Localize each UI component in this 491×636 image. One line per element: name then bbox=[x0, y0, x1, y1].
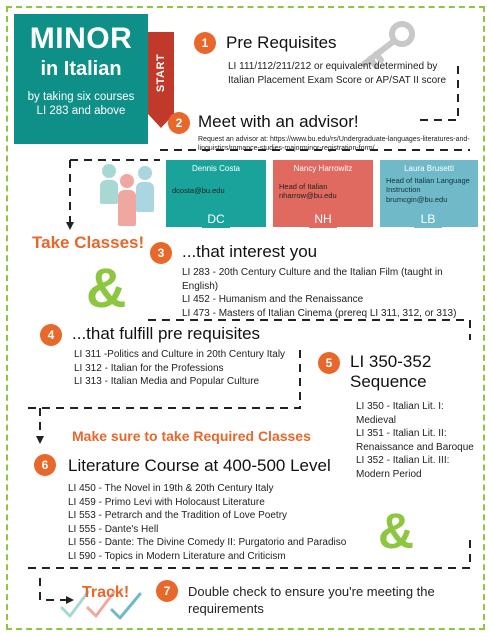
title-italian: in Italian bbox=[40, 58, 122, 80]
take-classes-heading: Take Classes! bbox=[32, 233, 145, 252]
step-4-number: 4 bbox=[40, 324, 62, 346]
step-4-course-list bbox=[74, 348, 314, 389]
step-2-heading: Meet with an advisor! bbox=[198, 112, 359, 131]
title-description: by taking six courses LI 283 and above bbox=[27, 91, 135, 117]
course-item: LI 351 - Italian Lit. II: Renaissance and Baroque bbox=[356, 428, 474, 453]
step-1-number: 1 bbox=[194, 32, 216, 54]
course-item: LI 459 - Primo Levi with Holocaust Literature bbox=[68, 496, 265, 508]
step-7-heading: Double check to ensure you're meeting the requirements bbox=[188, 584, 435, 616]
step-6-heading: Literature Course at 400-500 Level bbox=[68, 456, 331, 475]
course-item: LI 590 - Topics in Modern Literature and Criticism bbox=[68, 550, 286, 562]
course-item: LI 352 - Italian Lit. III: Modern Period bbox=[356, 455, 450, 480]
title-box bbox=[14, 14, 148, 144]
step-2-number: 2 bbox=[168, 112, 190, 134]
step-1-text: LI 111/112/211/212 or equivalent determined by Italian Placement Exam Score or AP/SAT II score bbox=[228, 61, 447, 86]
advisor-email[interactable]: brumcgin@bu.edu bbox=[386, 194, 448, 204]
step-3-heading: ...that interest you bbox=[182, 242, 318, 261]
advisor-email[interactable]: dcosta@bu.edu bbox=[172, 185, 225, 195]
track-heading: Track! bbox=[82, 584, 130, 601]
advisor-initials-dc: DC bbox=[202, 210, 230, 228]
step-5-number: 5 bbox=[318, 352, 340, 374]
course-item: LI 283 - 20th Century Culture and the Italian Film (taught in English) bbox=[182, 267, 443, 292]
course-item: LI 553 - Petrarch and the Tradition of Love Poetry bbox=[68, 510, 288, 521]
course-item: LI 452 - Humanism and the Renaissance bbox=[182, 294, 364, 305]
advisor-request-link[interactable]: Request an advisor at: https://www.bu.edu/rs/Undergraduate-languages-literatures-and-linguistics/romance-studies-majorminor-registration-form/ bbox=[198, 136, 470, 152]
ampersand-decoration: & bbox=[86, 256, 127, 319]
ampersand-decoration: & bbox=[378, 503, 415, 559]
step-5-course-list bbox=[356, 400, 476, 481]
advisor-initials-nh: NH bbox=[309, 210, 337, 228]
advisor-role: Head of Italian Language Instruction bbox=[386, 175, 470, 194]
course-item: LI 313 - Italian Media and Popular Culture bbox=[74, 376, 260, 387]
people-icon bbox=[100, 160, 160, 230]
step-7-number: 7 bbox=[156, 580, 178, 602]
step-3-course-list bbox=[182, 266, 472, 320]
step-4-heading: ...that fulfill pre requisites bbox=[72, 324, 261, 343]
course-item: LI 555 - Dante's Hell bbox=[68, 523, 159, 535]
course-item: LI 556 - Dante: The Divine Comedy II: Purgatorio and Paradiso bbox=[68, 537, 347, 548]
step-5-heading: LI 350-352 Sequence bbox=[350, 352, 432, 391]
advisor-name: Dennis Costa bbox=[191, 164, 241, 173]
title-minor: MINOR bbox=[29, 22, 133, 55]
course-item: LI 350 - Italian Lit. I: Medieval bbox=[356, 401, 444, 426]
step-1-heading: Pre Requisites bbox=[226, 33, 337, 52]
course-item: LI 450 - The Novel in 19th & 20th Century Italy bbox=[68, 483, 274, 494]
advisor-email[interactable]: nharrow@bu.edu bbox=[279, 191, 337, 200]
required-classes-heading: Make sure to take Required Classes bbox=[72, 428, 311, 444]
advisor-name: Nancy Harrowitz bbox=[293, 164, 353, 173]
step-6-course-list bbox=[68, 482, 368, 563]
course-item: LI 311 -Politics and Culture in 20th Century Italy bbox=[74, 349, 286, 360]
advisor-name: Laura Brusetti bbox=[404, 164, 454, 173]
advisor-initials-lb: LB bbox=[414, 210, 442, 228]
step-6-number: 6 bbox=[34, 454, 56, 476]
start-label: START bbox=[155, 53, 168, 93]
course-item: LI 473 - Masters of Italian Cinema (prereq LI 311, 312, or 313) bbox=[182, 307, 457, 319]
advisor-role: Head of Italian bbox=[279, 181, 328, 191]
course-item: LI 312 - Italian for the Professions bbox=[74, 362, 224, 374]
step-3-number: 3 bbox=[150, 242, 172, 264]
